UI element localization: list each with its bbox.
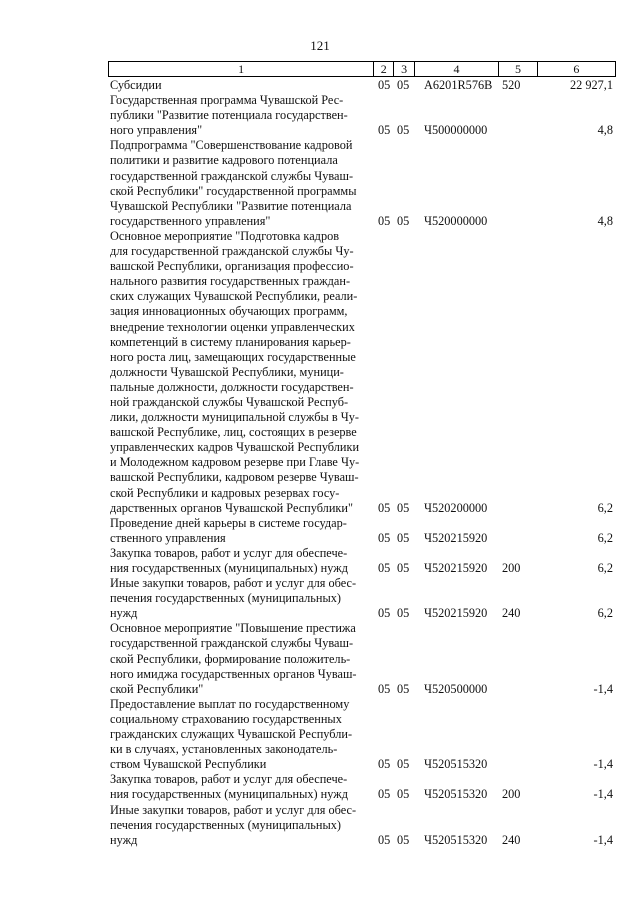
row-name: Субсидии xyxy=(110,78,162,92)
page-number: 121 xyxy=(310,38,330,53)
row-section: 05 xyxy=(378,832,391,847)
column-header-2: 2 xyxy=(373,62,393,76)
row-amount: 6,2 xyxy=(597,606,613,621)
row-name: Предоставление выплат по государственному социальному страхованию государственных гражданских служащих Чувашской Республи- ки в случаях, установленных законодатель- ством Чувашской Республики xyxy=(110,696,353,772)
row-section: 05 xyxy=(378,78,391,92)
row-name: Государственная программа Чувашской Рес- публики "Развитие потенциала государствен- ного управления" xyxy=(110,93,348,138)
row-amount: -1,4 xyxy=(593,681,613,696)
table-row xyxy=(108,697,616,772)
row-section: 05 xyxy=(378,530,391,545)
row-name: Иные закупки товаров, работ и услуг для обес- печения государственных (муниципальных) нужд xyxy=(110,802,357,847)
row-expense-type: 200 xyxy=(502,787,521,802)
row-section: 05 xyxy=(378,757,391,772)
row-name: Основное мероприятие "Подготовка кадров для государственной гражданской службы Чу- вашской Республики, организация профессио- нального развития государственных граждан- ских служащих Чувашской Республики, реали- зация инновационных обучающих программ, внедрение технологии оценки управленческих компетенций в систему планирования карьер- ного роста лиц, замещающих государственные должности Чувашской Республики, муници- пальные должности, должности государствен- ной гражданской службы Чувашской Респуб- лики, должности муниципальной службы в Чу- вашской Республике, лиц, состоящих в резерве управленческих кадров Чувашской Республики и Молодежном кадровом резерве при Главе Чу- вашской Республики, кадровом резерве Чуваш- ской Республики и кадровых резервах госу- дарственных органов Чувашской Республики" xyxy=(110,228,360,515)
row-target-code: Ч520515320 xyxy=(424,757,488,772)
row-target-code: Ч520515320 xyxy=(424,832,488,847)
row-section: 05 xyxy=(378,606,391,621)
table-row xyxy=(108,621,616,696)
row-target-code: Ч520000000 xyxy=(424,213,488,228)
row-name: Проведение дней карьеры в системе государ- ственного управления xyxy=(110,515,347,545)
row-name: Подпрограмма "Совершенствование кадровой политики и развитие кадрового потенциала государственной гражданской службы Чуваш- ской Республики" государственной программы Чувашской Республики "Развитие потенциала государственного управления" xyxy=(110,138,357,228)
row-target-code: Ч520215920 xyxy=(424,606,488,621)
row-target-code: Ч520500000 xyxy=(424,681,488,696)
row-subsection: 05 xyxy=(397,561,410,575)
row-subsection: 05 xyxy=(397,681,410,696)
row-amount: 6,2 xyxy=(597,530,613,545)
row-amount: -1,4 xyxy=(593,757,613,772)
row-section: 05 xyxy=(378,123,391,138)
table-row xyxy=(108,803,616,848)
row-expense-type: 200 xyxy=(502,561,521,575)
row-amount: 22 927,1 xyxy=(569,78,613,92)
row-amount: 4,8 xyxy=(597,213,613,228)
table-row xyxy=(108,93,616,138)
table-row xyxy=(108,78,616,93)
row-expense-type: 520 xyxy=(502,78,521,92)
row-section: 05 xyxy=(378,681,391,696)
row-amount: -1,4 xyxy=(593,832,613,847)
row-section: 05 xyxy=(378,500,391,515)
row-name: Закупка товаров, работ и услуг для обеспече- ния государственных (муниципальных) нужд xyxy=(110,545,349,575)
row-section: 05 xyxy=(378,561,391,575)
row-subsection: 05 xyxy=(397,530,410,545)
row-target-code: Ч520215920 xyxy=(424,561,488,575)
row-amount: 4,8 xyxy=(597,123,613,138)
row-subsection: 05 xyxy=(397,213,410,228)
row-subsection: 05 xyxy=(397,832,410,847)
row-section: 05 xyxy=(378,213,391,228)
table-row xyxy=(108,576,616,621)
table-header-row xyxy=(108,61,616,77)
column-header-5: 5 xyxy=(498,62,537,76)
row-name: Закупка товаров, работ и услуг для обеспече- ния государственных (муниципальных) нужд xyxy=(110,772,349,802)
row-subsection: 05 xyxy=(397,606,410,621)
column-header-4: 4 xyxy=(414,62,498,76)
row-expense-type: 240 xyxy=(502,606,521,621)
column-header-6: 6 xyxy=(537,62,615,76)
row-target-code: А6201R576В xyxy=(424,78,493,92)
row-subsection: 05 xyxy=(397,757,410,772)
row-subsection: 05 xyxy=(397,500,410,515)
row-name: Основное мероприятие "Повышение престижа государственной гражданской службы Чуваш- ской Республики, формирование положитель- ного имиджа государственных органов Чуваш- ской Республики" xyxy=(110,621,357,696)
column-header-3: 3 xyxy=(393,62,414,76)
budget-table xyxy=(108,61,616,848)
table-body xyxy=(108,77,616,848)
row-target-code: Ч520515320 xyxy=(424,787,488,802)
row-amount: -1,4 xyxy=(593,787,613,802)
table-row xyxy=(108,772,616,802)
row-amount: 6,2 xyxy=(597,500,613,515)
row-expense-type: 240 xyxy=(502,832,521,847)
table-row xyxy=(108,138,616,229)
table-row xyxy=(108,546,616,576)
column-header-1: 1 xyxy=(238,62,245,76)
row-target-code: Ч520215920 xyxy=(424,530,488,545)
row-target-code: Ч520200000 xyxy=(424,500,488,515)
row-subsection: 05 xyxy=(397,787,410,802)
row-subsection: 05 xyxy=(397,123,410,138)
row-name: Иные закупки товаров, работ и услуг для обес- печения государственных (муниципальных) нужд xyxy=(110,576,357,621)
table-row xyxy=(108,229,616,516)
row-target-code: Ч500000000 xyxy=(424,123,488,138)
row-section: 05 xyxy=(378,787,391,802)
row-subsection: 05 xyxy=(397,78,410,92)
row-amount: 6,2 xyxy=(597,561,613,575)
table-row xyxy=(108,516,616,546)
